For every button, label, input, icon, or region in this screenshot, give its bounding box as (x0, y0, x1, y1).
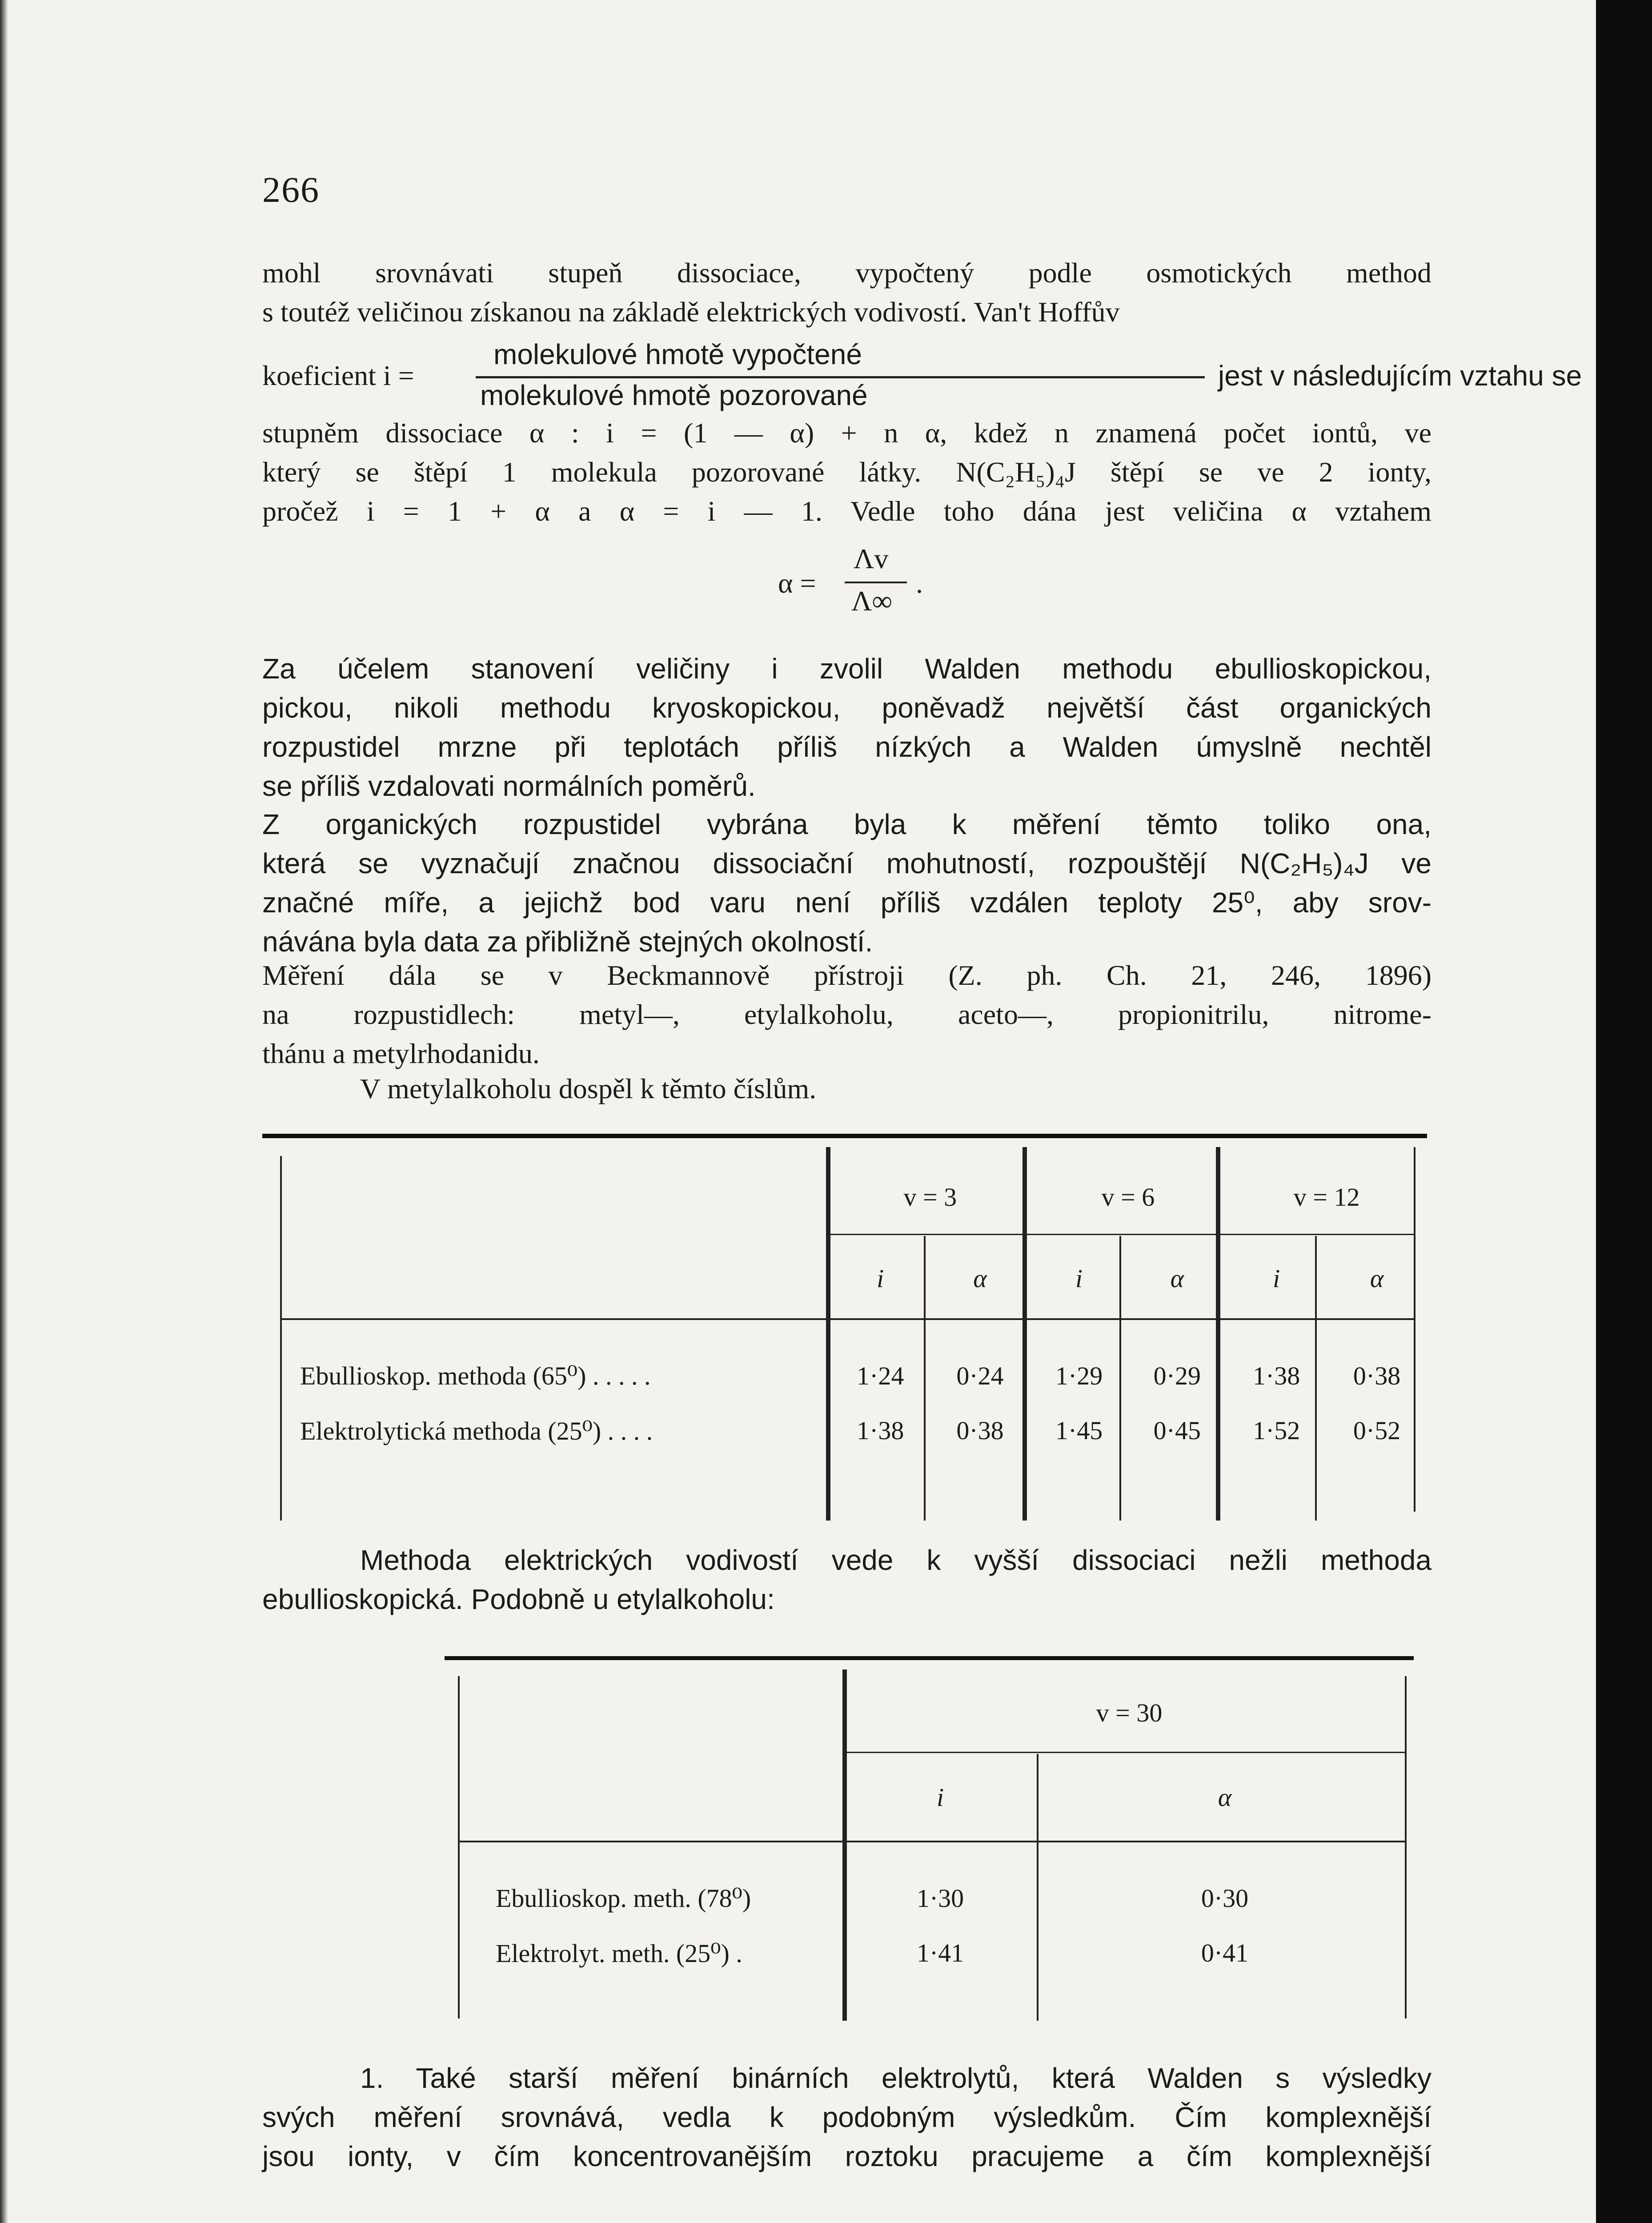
text-line: Z organických rozpustidel vybrána byla k měření těmto toliko ona, (262, 808, 1431, 840)
table-subheader: i (877, 1264, 884, 1293)
table-row (262, 1320, 1427, 1400)
table-cell: 1·38 (857, 1416, 904, 1445)
formula-tail: jest v následujícím vztahu se (1218, 360, 1582, 392)
table-cell: 0·38 (1353, 1361, 1401, 1390)
text-line: rozpustidel mrzne při teplotách příliš nízkých a Walden úmyslně nechtěl (262, 731, 1431, 763)
formula-numerator: Λv (854, 543, 889, 574)
table-header-group: v = 3 (903, 1183, 957, 1212)
text-line: 1. Také starší měření binárních elektrolytů, která Walden s výsledky (360, 2062, 1431, 2094)
formula-end: . (916, 567, 923, 599)
table-cell: 0·52 (1353, 1416, 1401, 1445)
formula-lhs: α = (778, 567, 816, 599)
text-line: který se štěpí 1 molekula pozorované látky. N(C₂H₅)₄J štěpí se ve 2 ionty, (262, 456, 1431, 488)
formula-denominator: Λ∞ (851, 585, 893, 617)
table-row (445, 1923, 1414, 1983)
table-cell: 0·45 (1153, 1416, 1201, 1445)
text-line: na rozpustidlech: metyl—, etylalkoholu, aceto—, propionitrilu, nitrome- (262, 999, 1431, 1030)
table-cell: 0·38 (956, 1416, 1004, 1445)
table-cell: 1·41 (916, 1938, 964, 1967)
table-cell: 0·41 (1201, 1938, 1249, 1967)
table-cell: 1·45 (1055, 1416, 1103, 1445)
table-header-group: v = 12 (1293, 1183, 1360, 1212)
paragraph-2 (262, 649, 1431, 806)
text-line: ebullioskopická. Podobně u etylalkoholu: (262, 1583, 775, 1615)
fraction-bar (476, 376, 1205, 378)
row-label: Elektrolyt. meth. (25⁰) . (496, 1938, 742, 1968)
text-line: pickou, nikoli methodu kryoskopickou, poněvadž největší část organických (262, 692, 1431, 724)
formula-alpha (778, 542, 956, 622)
table-row (262, 1400, 1427, 1461)
table-cell: 1·30 (916, 1884, 964, 1913)
row-label: Elektrolytická methoda (25⁰) . . . . (300, 1416, 653, 1445)
text-line: Methoda elektrických vodivostí vede k vyšší dissociaci nežli methoda (360, 1544, 1431, 1576)
text-line: se příliš vzdalovati normálních poměrů. (262, 770, 756, 802)
table-subheader: α (973, 1264, 987, 1293)
text-line: V metylalkoholu dospěl k těmto číslům. (360, 1073, 817, 1104)
table-metylalkohol (262, 1136, 1427, 1461)
text-line: pročež i = 1 + α a α = i — 1. Vedle toho dána jest veličina α vztahem (262, 495, 1431, 527)
table-subheader: α (1170, 1264, 1184, 1293)
formula-lead: koeficient i = (262, 360, 414, 391)
text-line: Měření dála se v Beckmannově přístroji (Z. ph. Ch. 21, 246, 1896) (262, 959, 1431, 991)
table-header-group: v = 6 (1101, 1183, 1155, 1212)
page-number: 266 (262, 169, 320, 210)
paragraph-1 (262, 253, 1431, 332)
text-line: návána byla data za přibližně stejných okolností. (262, 926, 873, 958)
page-left-shadow (0, 0, 8, 2223)
paragraph-6 (262, 1541, 1431, 1619)
formula-koeficient-i (262, 338, 1582, 413)
table-cell: 0·30 (1201, 1884, 1249, 1913)
table-cell: 0·24 (956, 1361, 1004, 1390)
table-cell: 0·29 (1153, 1361, 1201, 1390)
text-line: Za účelem stanovení veličiny i zvolil Walden methodu ebullioskopickou, (262, 653, 1431, 685)
paragraph-3 (262, 805, 1431, 961)
table-header-group: v = 30 (1096, 1698, 1163, 1727)
scan-border (1596, 0, 1652, 2223)
table-row (445, 1841, 1414, 1923)
table-subheader: i (1273, 1264, 1280, 1293)
text-line: která se vyznačují značnou dissociační mohutností, rozpouštějí N(C₂H₅)₄J ve (262, 847, 1431, 879)
paragraph-7 (262, 2058, 1431, 2176)
table-subheader: i (936, 1783, 944, 1812)
text-line: mohl srovnávati stupeň dissociace, vypočtený podle osmotických method (262, 257, 1431, 289)
table-etylalkohol (445, 1658, 1414, 1983)
row-label: Ebullioskop. methoda (65⁰) . . . . . (300, 1361, 651, 1390)
fraction-bar (845, 582, 907, 583)
paragraph-4 (262, 956, 1431, 1073)
text-line: jsou ionty, v čím koncentrovanějším roztoku pracujeme a čím komplexnější (262, 2140, 1431, 2172)
formula-denominator: molekulové hmotě pozorované (480, 379, 868, 411)
table-subheader: α (1370, 1264, 1384, 1293)
text-line: s toutéž veličinou získanou na základě elektrických vodivostí. Van't Hoffův (262, 296, 1120, 328)
table-cell: 1·24 (857, 1361, 904, 1390)
table-cell: 1·38 (1252, 1361, 1300, 1390)
text-line: thánu a metylrhodanidu. (262, 1038, 540, 1069)
text-line: stupněm dissociace α : i = (1 — α) + n α, kdež n znamená počet iontů, ve (262, 417, 1431, 449)
table-subheader: i (1075, 1264, 1083, 1293)
text-line: značné míře, a jejichž bod varu není příliš vzdálen teploty 25⁰, aby srov- (262, 887, 1431, 919)
paragraph-5 (262, 1069, 1431, 1108)
paragraph-1b (262, 413, 1431, 531)
table-subheader: α (1218, 1783, 1232, 1812)
table-cell: 1·29 (1055, 1361, 1103, 1390)
row-label: Ebullioskop. meth. (78⁰) (496, 1884, 751, 1913)
formula-numerator: molekulové hmotě vypočtené (493, 338, 862, 370)
table-cell: 1·52 (1252, 1416, 1300, 1445)
text-line: svých měření srovnává, vedla k podobným výsledkům. Čím komplexnější (262, 2101, 1431, 2133)
